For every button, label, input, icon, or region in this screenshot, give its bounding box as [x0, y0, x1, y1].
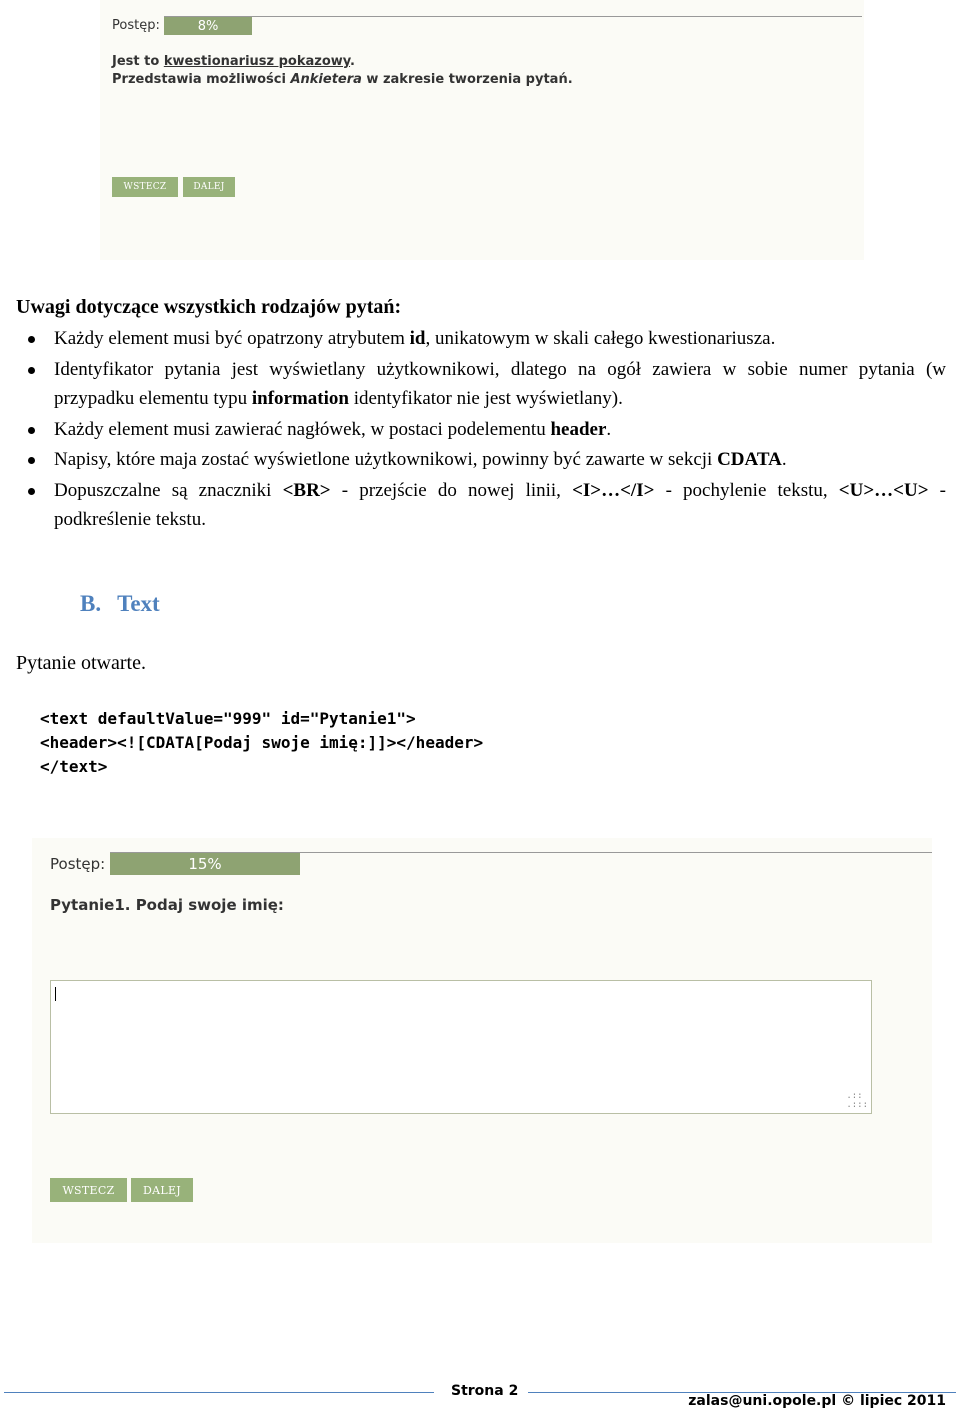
progress-bar — [50, 852, 932, 875]
section-title — [80, 591, 160, 617]
progress-track — [110, 852, 932, 875]
section-name: Text — [117, 591, 160, 616]
progress-label: Postęp: — [50, 854, 106, 873]
survey-screenshot-intro — [100, 0, 864, 260]
list-item: Identyfikator pytania jest wyświetlany użytkownikowi, dlatego na ogół zawiera w sobie numer pytania (w przypadku elementu typu information identyfikator nie jest wyświetlany). — [16, 355, 946, 414]
resize-grip-icon[interactable]: .:: .::: — [846, 1091, 868, 1110]
section-number: B. — [80, 591, 102, 616]
question-text: Pytanie1. Podaj swoje imię: — [50, 896, 284, 914]
intro-punct: . — [350, 54, 355, 69]
notes-heading: Uwagi dotyczące wszystkich rodzajów pytań: — [16, 296, 402, 318]
questionnaire-link[interactable]: kwestionariusz pokazowy — [163, 54, 351, 69]
progress-label: Postęp: — [112, 18, 160, 33]
progress-bar — [112, 16, 862, 35]
list-item: Każdy element musi zawierać nagłówek, w postaci podelementu header. — [16, 415, 946, 445]
text-caret — [55, 987, 56, 1001]
progress-fill: 8% — [164, 17, 252, 35]
code-line: </text> — [40, 757, 108, 776]
intro-emphasis: Ankietera — [290, 72, 362, 87]
back-button[interactable]: WSTECZ — [112, 177, 178, 197]
answer-textarea[interactable] — [50, 980, 872, 1114]
back-button[interactable]: WSTECZ — [50, 1178, 127, 1202]
footer-contact: zalas@uni.opole.pl © lipiec 2011 — [688, 1393, 946, 1409]
footer-rule-left — [4, 1392, 434, 1393]
intro-text: Przedstawia możliwości — [112, 72, 291, 87]
survey-screenshot-question — [32, 838, 932, 1243]
intro-text: Jest to — [112, 54, 164, 69]
list-item: Napisy, które maja zostać wyświetlone użytkownikowi, powinny być zawarte w sekcji CDATA. — [16, 445, 946, 475]
progress-fill: 15% — [110, 853, 300, 875]
paragraph: Pytanie otwarte. — [16, 652, 146, 674]
code-line: <header><![CDATA[Podaj swoje imię:]]></header> — [40, 733, 484, 752]
next-button[interactable]: DALEJ — [131, 1178, 193, 1202]
list-item: Każdy element musi być opatrzony atrybutem id, unikatowym w skali całego kwestionariusza. — [16, 324, 946, 354]
progress-track — [164, 16, 862, 35]
list-item: Dopuszczalne są znaczniki <BR> - przejście do nowej linii, <I>…</I> - pochylenie tekstu, <U>…<U> - podkreślenie tekstu. — [16, 476, 946, 535]
survey-intro-text — [112, 53, 573, 89]
page-number: Strona 2 — [451, 1383, 519, 1399]
next-button[interactable]: DALEJ — [183, 177, 235, 197]
intro-text: w zakresie tworzenia pytań. — [361, 72, 573, 87]
code-line: <text defaultValue="999" id="Pytanie1"> — [40, 709, 416, 728]
code-example — [40, 707, 483, 779]
notes-list — [16, 324, 946, 536]
